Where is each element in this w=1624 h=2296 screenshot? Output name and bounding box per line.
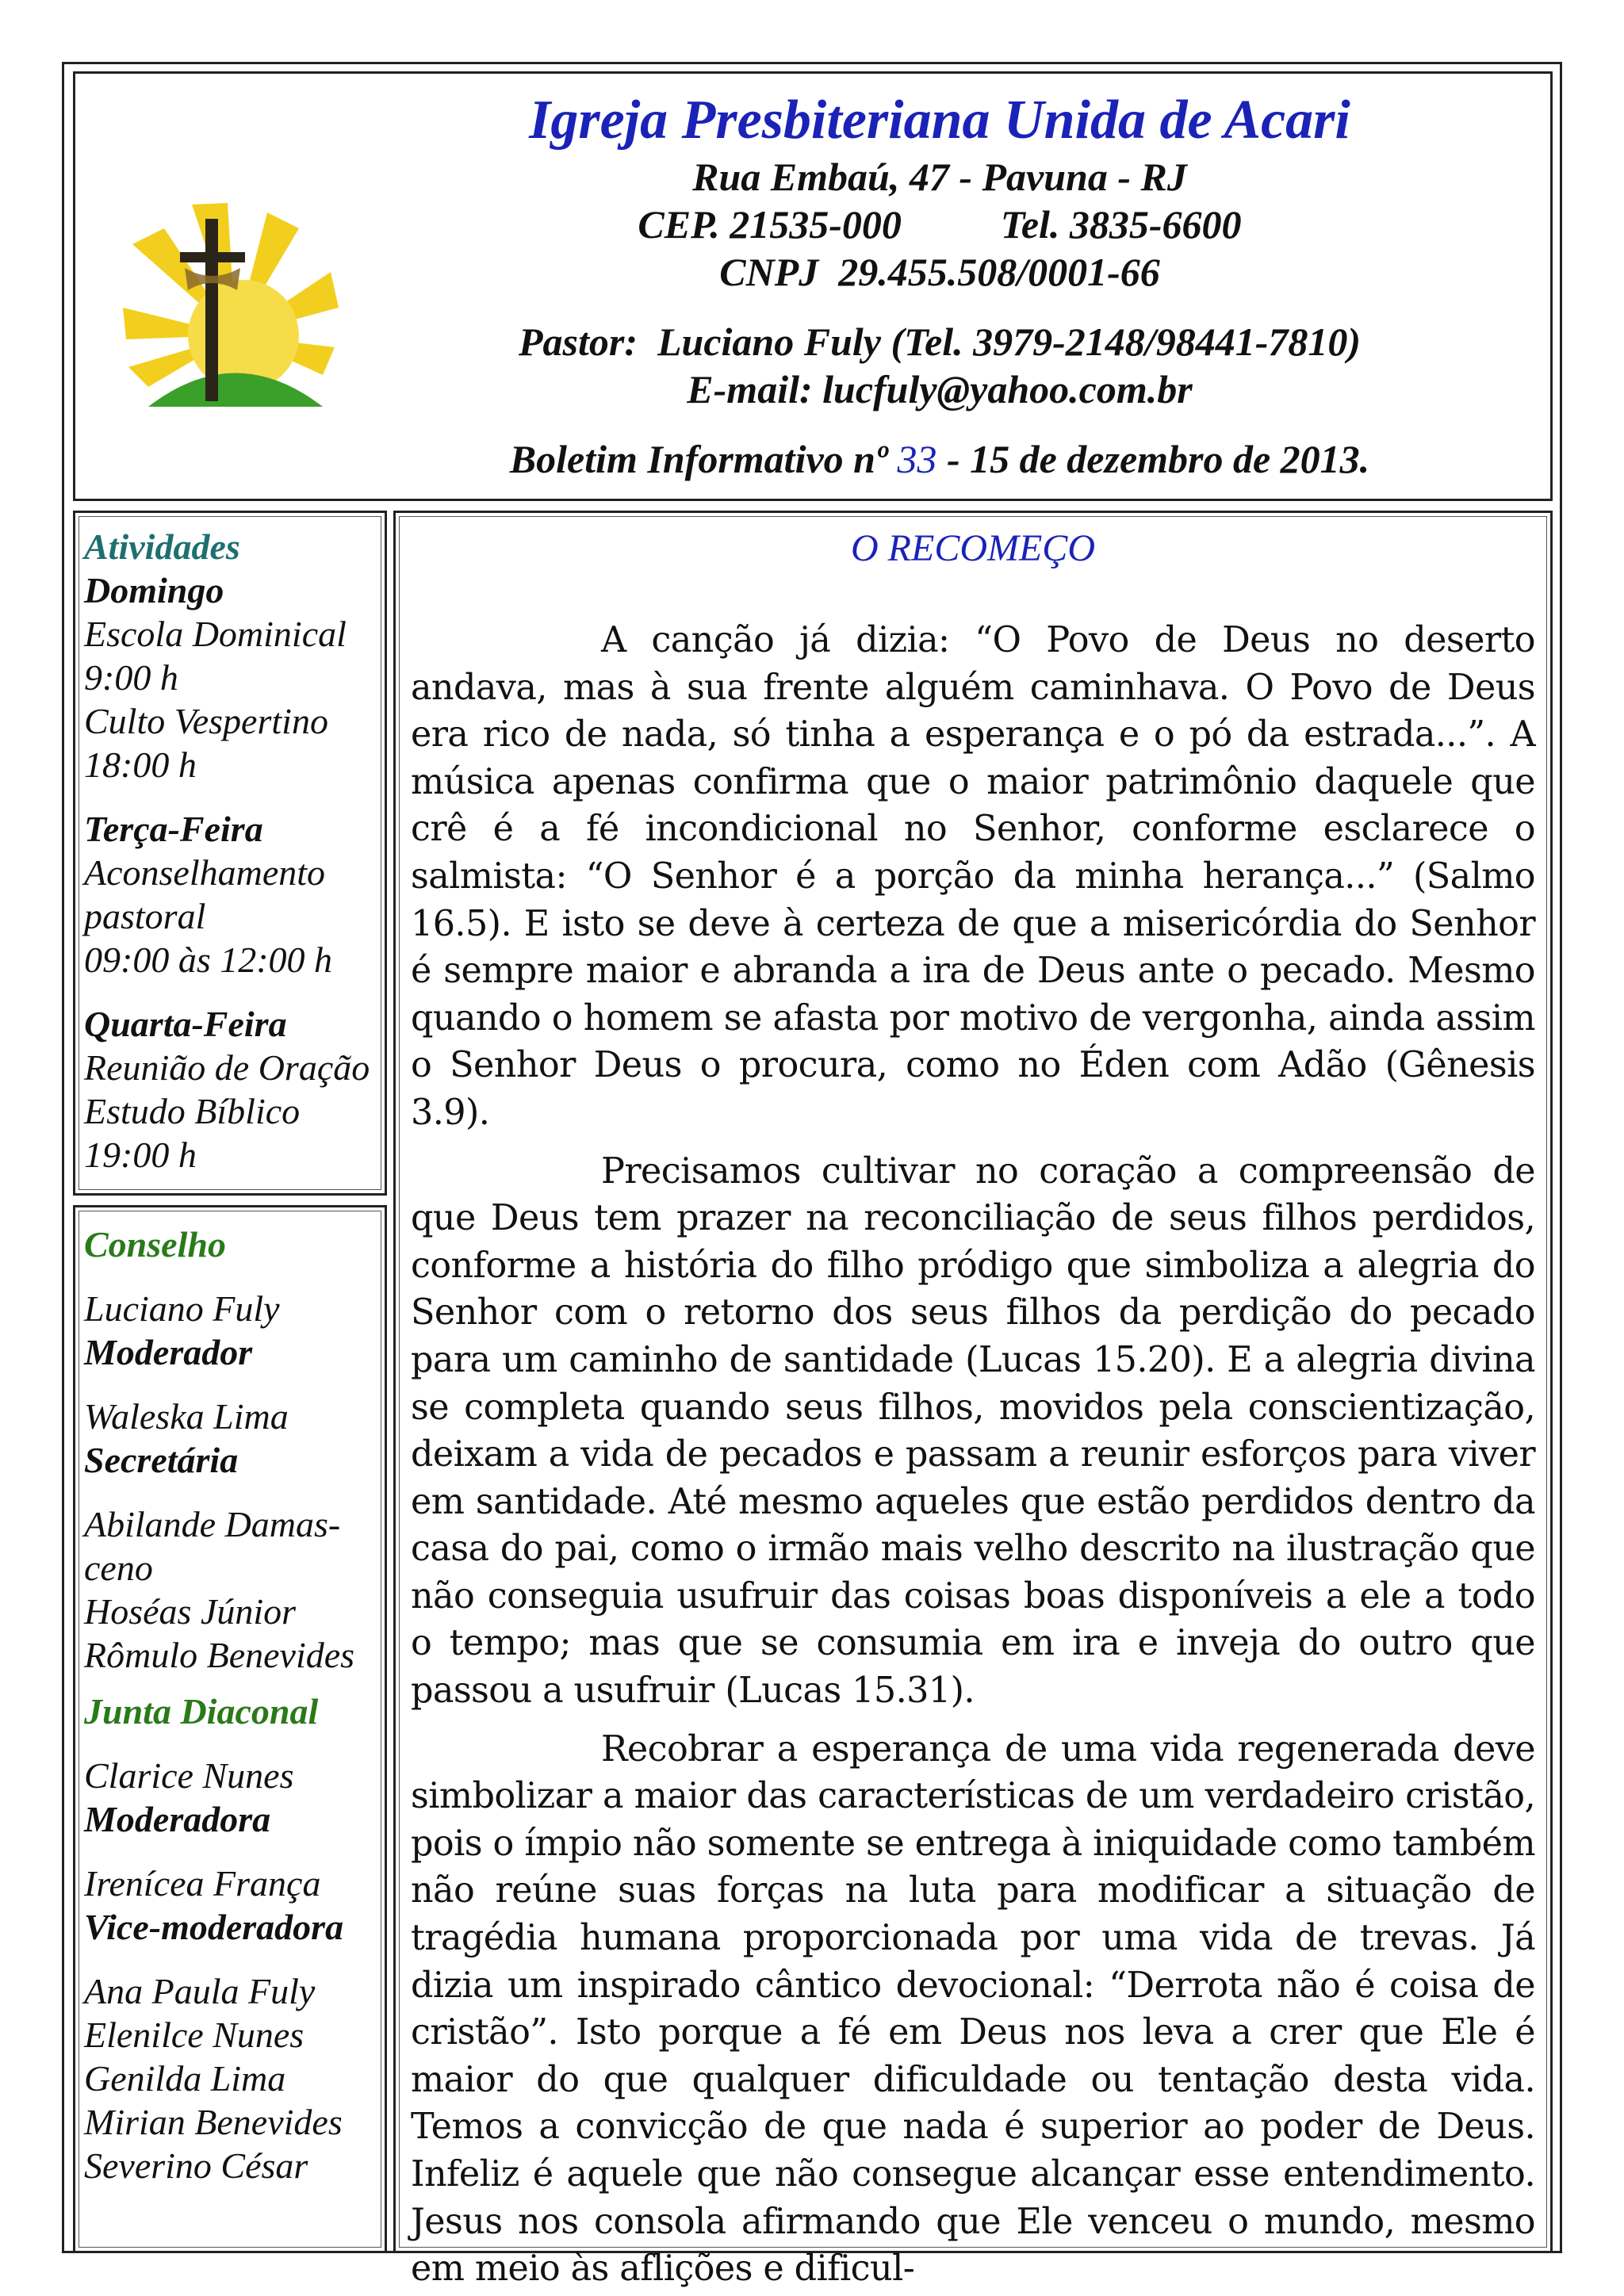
article-title: O RECOMEÇO bbox=[851, 527, 1095, 569]
council-member-name: Waleska Lima bbox=[84, 1396, 289, 1437]
activity-quarta-time: 19:00 h bbox=[84, 1135, 197, 1175]
council-member-name: Abilande Damas- bbox=[84, 1504, 341, 1544]
day-domingo: Domingo bbox=[84, 570, 224, 610]
council-member-name: Rômulo Benevides bbox=[84, 1635, 355, 1675]
church-logo-icon bbox=[117, 197, 347, 427]
council-box bbox=[73, 1205, 387, 2253]
council-member-name: Luciano Fuly bbox=[84, 1288, 280, 1329]
activity-aconselhamento: Aconselhamento bbox=[84, 852, 326, 893]
deacon-name: Genilda Lima bbox=[84, 2058, 286, 2099]
bulletin-line bbox=[337, 435, 1542, 483]
activity-reuniao: Reunião de Oração bbox=[84, 1047, 370, 1088]
activity-estudo: Estudo Bíblico bbox=[84, 1091, 301, 1131]
bulletin-date: - 15 de dezembro de 2013. bbox=[936, 437, 1370, 481]
article-paragraph-2: Precisamos cultivar no coração a compreensão de que Deus tem prazer na reconciliação de seus filhos perdidos, conforme a história do filho pródigo que simboliza a alegria do Senhor com o retorno dos seus filhos da perdição do pecado para um caminho de santidade (Lucas 15.20). E a alegria divina se completa quando seus filhos, movidos pela conscientização, deixam a vida de pecados e passam a reunir esforços para viver em santidade. Até mesmo aqueles que estão perdidos dentro da casa do pai, como o irmão mais velho descrito na ilustração que não conseguia usufruir das coisas boas disponíveis a ele a todo o tempo; mas que se consumia em ira e inveja do outro que passou a usufruir (Lucas 15.31). bbox=[411, 1150, 1535, 1712]
council-title: Conselho bbox=[84, 1224, 226, 1265]
article-box bbox=[393, 511, 1553, 2290]
council-member-name-cont: ceno bbox=[84, 1548, 153, 1588]
council-member-name: Hoséas Júnior bbox=[84, 1591, 297, 1632]
day-quarta: Quarta-Feira bbox=[84, 1004, 287, 1044]
activity-culto-time: 18:00 h bbox=[84, 744, 197, 785]
bulletin-header bbox=[73, 71, 1553, 501]
telephone: Tel. 3835-6600 bbox=[1000, 202, 1242, 247]
cep: CEP. 21535-000 bbox=[638, 202, 902, 247]
activity-culto: Culto Vespertino bbox=[84, 701, 328, 741]
article-paragraph-1: A canção já dizia: “O Povo de Deus no deserto andava, mas à sua frente alguém caminhava. O Povo de Deus era rico de nada, só tinha a esperança e o pó da estrada...”. A música apenas confirma que o maior patrimônio daquele que crê é a fé incondicional no Senhor, conforme esclarece o salmista: “O Senhor é a porção da minha herança...” (Salmo 16.5). E isto se deve à certeza de que a misericórdia do Senhor é sempre maior e abranda a ira de Deus ante o pecado. Mesmo quando o homem se afasta por motivo de vergonha, ainda assim o Senhor Deus o procura, como no Éden com Adão (Gênesis 3.9). bbox=[411, 620, 1535, 1133]
activity-terca-time: 09:00 às 12:00 h bbox=[84, 939, 333, 980]
activities-box bbox=[73, 511, 387, 1196]
activities-title: Atividades bbox=[84, 526, 240, 567]
council-member-role: Secretária bbox=[84, 1440, 239, 1480]
bulletin-prefix: Boletim Informativo nº bbox=[509, 437, 898, 481]
cep-tel-line bbox=[337, 201, 1542, 248]
deacon-name: Clarice Nunes bbox=[84, 1755, 294, 1796]
deacons-title: Junta Diaconal bbox=[84, 1691, 319, 1732]
deacon-name: Elenilce Nunes bbox=[84, 2015, 304, 2055]
cnpj: CNPJ 29.455.508/0001-66 bbox=[719, 250, 1160, 294]
email-line: E-mail: lucfuly@yahoo.com.br bbox=[687, 367, 1193, 411]
pastor-line: Pastor: Luciano Fuly (Tel. 3979-2148/98441-7810) bbox=[518, 320, 1361, 364]
activity-pastoral: pastoral bbox=[84, 896, 206, 936]
activity-escola-time: 9:00 h bbox=[84, 657, 178, 698]
header-text bbox=[337, 74, 1542, 483]
deacon-name: Mirian Benevides bbox=[84, 2102, 343, 2142]
deacon-name: Severino César bbox=[84, 2145, 308, 2186]
council-member-role: Moderador bbox=[84, 1332, 253, 1372]
deacon-name: Irenícea França bbox=[84, 1863, 321, 1904]
day-terca: Terça-Feira bbox=[84, 809, 263, 849]
deacon-role: Vice-moderadora bbox=[84, 1907, 344, 1947]
church-name: Igreja Presbiteriana Unida de Acari bbox=[529, 90, 1350, 151]
deacon-role: Moderadora bbox=[84, 1799, 271, 1839]
deacon-name: Ana Paula Fuly bbox=[84, 1971, 316, 2011]
bulletin-number: 33 bbox=[897, 437, 937, 481]
article-paragraph-3: Recobrar a esperança de uma vida regenerada deve simbolizar a maior das características de um verdadeiro cristão, pois o ímpio não somente se entrega à iniquidade como também não reúne suas forças na luta para modificar a situação de tragédia humana proporcionada por uma vida de trevas. Já dizia um inspirado cântico devocional: “Derrota não é coisa de cristão”. Isto porque a fé em Deus nos leva a crer que Ele é maior do que qualquer dificuldade ou tentação desta vida. Temos a convicção de que nada é superior ao poder de Deus. Infeliz é aquele que não consegue alcançar esse entendimento. Jesus nos consola afirmando que Ele venceu o mundo, mesmo em meio às aflições e dificul- bbox=[411, 1728, 1535, 2290]
activity-escola: Escola Dominical bbox=[84, 614, 347, 654]
church-address: Rua Embaú, 47 - Pavuna - RJ bbox=[692, 155, 1187, 199]
